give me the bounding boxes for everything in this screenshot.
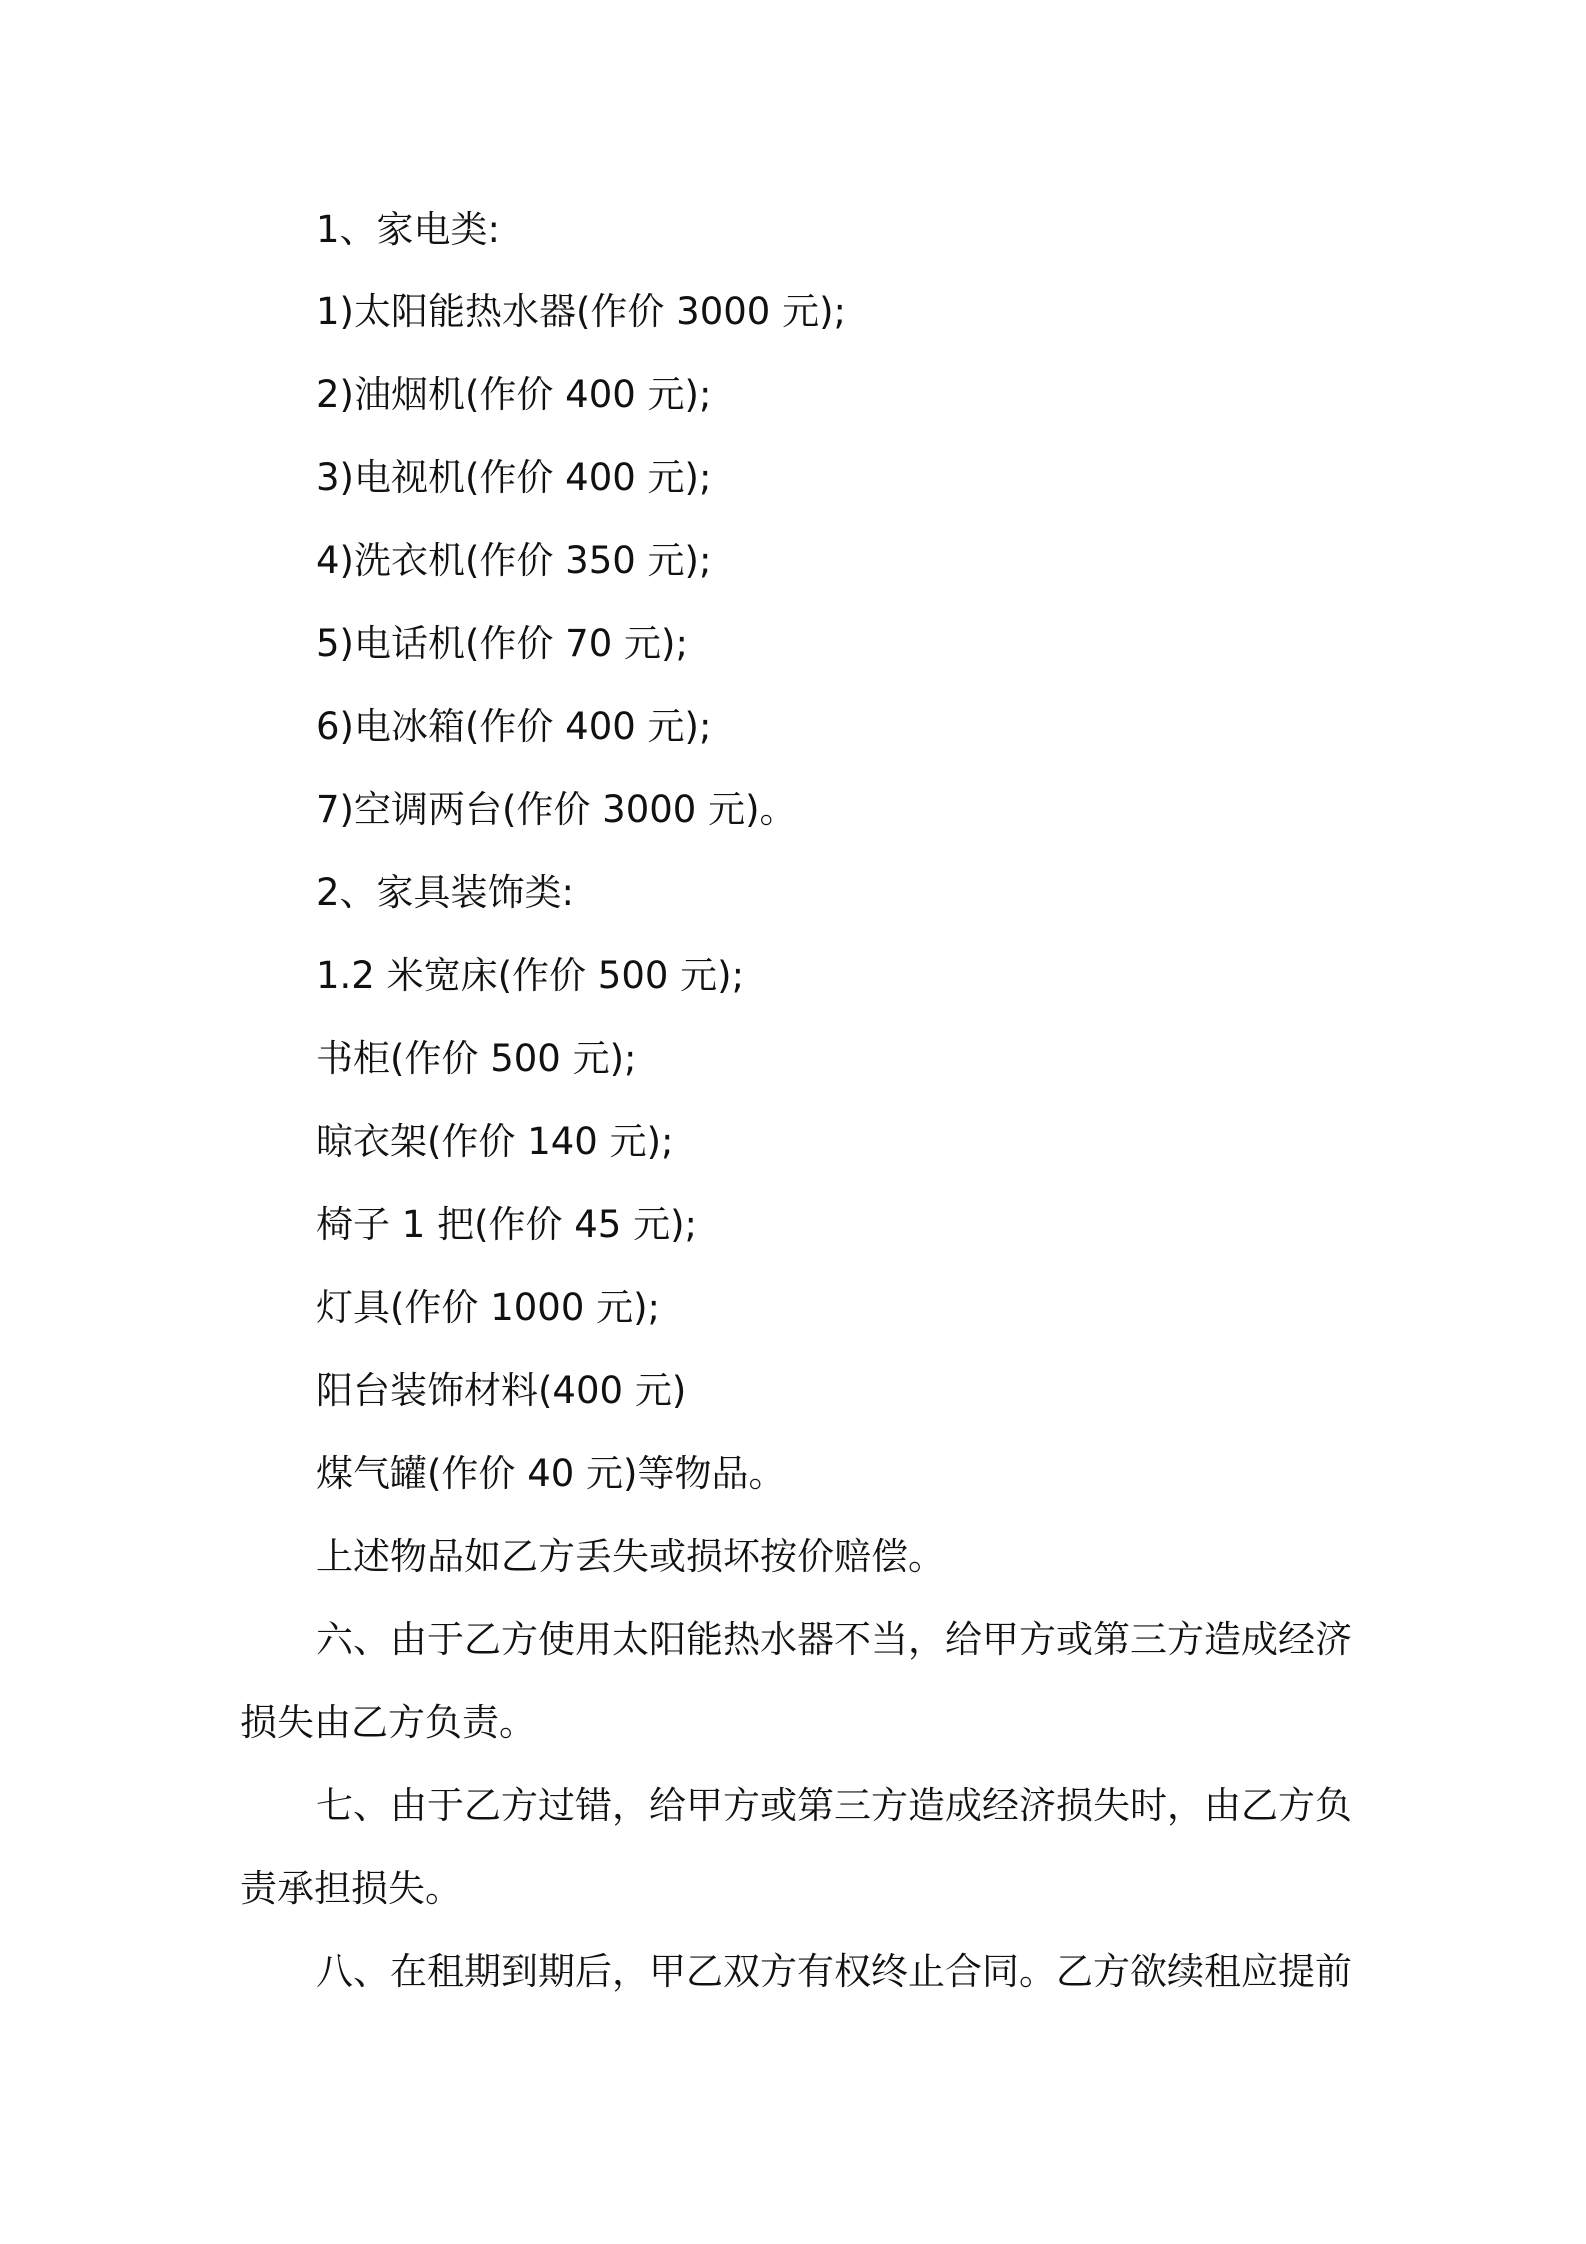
list-item: 3)电视机(作价 400 元); <box>316 456 712 499</box>
list-item: 4)洗衣机(作价 350 元); <box>316 539 712 582</box>
list-item: 5)电话机(作价 70 元); <box>316 622 688 665</box>
list-item: 1.2 米宽床(作价 500 元); <box>316 954 745 997</box>
list-item: 1)太阳能热水器(作价 3000 元); <box>316 290 846 333</box>
section-heading-appliances: 1、家电类: <box>316 208 501 251</box>
list-item: 书柜(作价 500 元); <box>316 1037 637 1080</box>
list-item: 晾衣架(作价 140 元); <box>316 1120 674 1163</box>
list-item: 煤气罐(作价 40 元)等物品。 <box>316 1452 786 1495</box>
clause-6-first-line: 六、由于乙方使用太阳能热水器不当，给甲方或第三方造成经济 <box>316 1618 1352 1661</box>
list-item: 灯具(作价 1000 元); <box>316 1286 661 1329</box>
list-item: 6)电冰箱(作价 400 元); <box>316 705 712 748</box>
list-item: 7)空调两台(作价 3000 元)。 <box>316 788 797 831</box>
clause-7-continuation: 责承担损失。 <box>240 1867 462 1910</box>
list-item: 椅子 1 把(作价 45 元); <box>316 1203 698 1246</box>
clause-8-first-line: 八、在租期到期后，甲乙双方有权终止合同。乙方欲续租应提前 <box>316 1950 1352 1993</box>
list-item: 阳台装饰材料(400 元) <box>316 1369 687 1412</box>
clause-7-first-line: 七、由于乙方过错，给甲方或第三方造成经济损失时，由乙方负 <box>316 1784 1352 1827</box>
list-item: 2)油烟机(作价 400 元); <box>316 373 712 416</box>
compensation-note: 上述物品如乙方丢失或损坏按价赔偿。 <box>316 1535 945 1578</box>
clause-6-continuation: 损失由乙方负责。 <box>240 1701 536 1744</box>
section-heading-furniture: 2、家具装饰类: <box>316 871 575 914</box>
